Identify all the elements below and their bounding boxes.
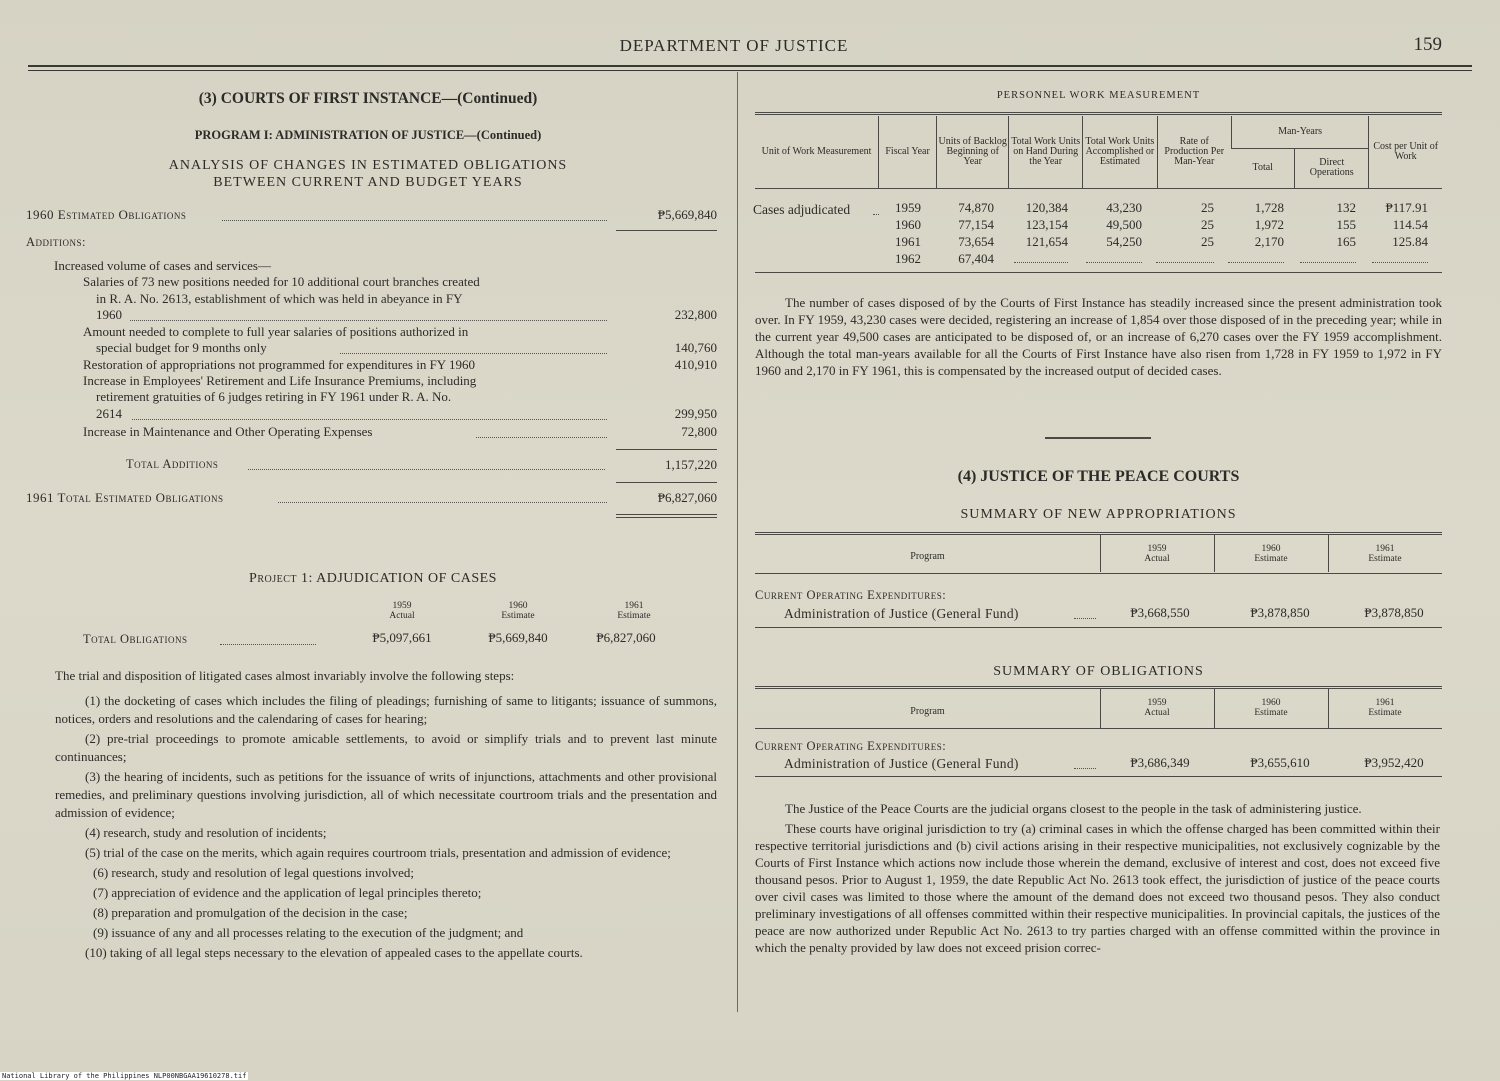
leader-dots	[340, 353, 607, 354]
step-1: (1) the docketing of cases which includes the filing of pleadings; furnishing of same to litigants; issuance of summons, notices, orders and resolutions and the calendaring of cases for hearing;	[55, 693, 717, 726]
item3-value: 410,910	[674, 357, 717, 372]
col-1961-kind: Estimate	[617, 611, 651, 621]
item2-line1: Amount needed to complete to full year salaries of positions authorized in	[83, 324, 469, 339]
th-cost: Cost per Unit of Work	[1369, 116, 1442, 188]
item4-value: 299,950	[674, 406, 717, 421]
table-top-rule	[755, 112, 1442, 113]
section-title: (3) COURTS OF FIRST INSTANCE—(Continued)	[198, 90, 538, 107]
table-header-rule	[755, 188, 1442, 189]
new-app-1959: ₱3,668,550	[1130, 605, 1190, 620]
step-5: (5) trial of the case on the merits, which again requires courtroom trials, presentation and admission of evidence;	[85, 845, 671, 860]
program-col-header: Program	[910, 551, 945, 562]
table-top-rule	[755, 534, 1442, 535]
h-1959-kind: Actual	[1144, 708, 1170, 718]
step-8: (8) preparation and promulgation of the decision in the case;	[93, 905, 408, 920]
running-header-title: DEPARTMENT OF JUSTICE	[619, 36, 849, 55]
total-additions-value: 1,157,220	[665, 457, 717, 472]
pwm-cell: 74,870	[958, 200, 994, 215]
h-1960-kind: Estimate	[1254, 554, 1288, 564]
table-top-rule	[755, 532, 1442, 533]
total-obl-label: Total Obligations	[83, 632, 188, 646]
project-title: Project 1: ADJUDICATION OF CASES	[249, 571, 497, 586]
summary-new-title: SUMMARY OF NEW APPROPRIATIONS	[960, 507, 1237, 522]
pwm-cell: 155	[1336, 217, 1356, 232]
item1-line1: Salaries of 73 new positions needed for 10 additional court branches created	[83, 274, 480, 289]
pwm-cell: 1962	[895, 251, 921, 266]
th-unit: Unit of Work Measurement	[761, 146, 872, 157]
step-7: (7) appreciation of evidence and the application of legal principles thereto;	[93, 885, 482, 900]
new-app-1961: ₱3,878,850	[1364, 605, 1424, 620]
new-app-1960: ₱3,878,850	[1250, 605, 1310, 620]
pwm-cell: 120,384	[1025, 200, 1068, 215]
th-rate: Rate of Production Per Man-Year	[1157, 116, 1231, 188]
step-3: (3) the hearing of incidents, such as petitions for the issuance of writs of injunctions, attachments and other provisional remedies, and preliminary questions involving jurisdiction, all of which necessitate courtroom trials and the presentation and admission of evidence;	[55, 769, 717, 820]
step-9: (9) issuance of any and all processes relating to the execution of the judgment; and	[93, 925, 524, 940]
pwm-cell: 2,170	[1254, 234, 1284, 249]
item5-value: 72,800	[681, 424, 717, 439]
obl-1960-value: ₱5,669,840	[657, 207, 717, 222]
pwm-cell: ₱117.91	[1385, 200, 1428, 215]
pwm-cell: 43,230	[1106, 200, 1142, 215]
pwm-cell: 67,404	[958, 251, 994, 266]
item2-line2: special budget for 9 months only	[96, 340, 267, 355]
leader-dots	[220, 644, 316, 645]
h-1959-year: 1959	[1147, 698, 1167, 708]
item2-value: 140,760	[674, 340, 717, 355]
leader-dots	[278, 502, 607, 503]
admin-justice-label: Administration of Justice (General Fund)	[784, 606, 1019, 621]
h-1960-year: 1960	[1261, 698, 1281, 708]
obl-1960: ₱3,655,610	[1250, 755, 1310, 770]
h-1961-year: 1961	[1375, 544, 1395, 554]
scan-footer: National Library of the Philippines NLP00NBGAA19610278.tif	[2, 1072, 247, 1080]
pwm-cell: 1,728	[1254, 200, 1284, 215]
obl-1960-label: 1960 Estimated Obligations	[26, 207, 187, 222]
table-bottom-rule	[755, 272, 1442, 273]
h-1960-kind: Estimate	[1254, 708, 1288, 718]
item4-line3: 2614	[96, 406, 122, 421]
pwm-cell: 1961	[895, 234, 921, 249]
leader-dots	[476, 437, 607, 438]
total-additions-label: Total Additions	[126, 457, 219, 471]
increased-volume-label: Increased volume of cases and services—	[54, 258, 271, 273]
empty-cell-dots	[1372, 262, 1428, 263]
pwm-title: PERSONNEL WORK MEASUREMENT	[996, 90, 1201, 101]
table-top-rule	[755, 114, 1442, 115]
table-header-rule	[755, 728, 1442, 729]
program-title: PROGRAM I: ADMINISTRATION OF JUSTICE—(Continued)	[194, 128, 542, 142]
header-rule-thin	[28, 70, 1472, 71]
total-obl-1961: ₱6,827,060	[596, 630, 656, 645]
steps-text	[55, 667, 717, 962]
sum-rule	[616, 517, 717, 518]
page-number: 159	[1413, 34, 1442, 55]
item1-line2: in R. A. No. 2613, establishment of which was held in abeyance in FY	[96, 291, 463, 306]
pwm-cell: 1960	[895, 217, 921, 232]
col-1960-kind: Estimate	[501, 611, 535, 621]
th-fiscal: Fiscal Year	[879, 116, 937, 188]
pwm-cell: 77,154	[958, 217, 994, 232]
pwm-cell: 1,972	[1254, 217, 1284, 232]
leader-dots	[130, 320, 607, 321]
th-man-years: Man-Years	[1231, 116, 1369, 148]
additions-label: Additions:	[26, 235, 86, 249]
leader-dots	[248, 469, 605, 470]
pwm-paragraph: The number of cases disposed of by the Courts of First Instance has steadily increased since the present administration took over. In FY 1959, 43,230 cases were decided, registering an increase of 1,854 over those disposed of in the preceding year; while in the current year 49,500 cases are anticipated to be disposed of, or an increase of 6,270 cases over the FY 1959 accomplishment. Although the total man-years available for all the Courts of First Instance have also risen from 1,728 in FY 1959 to 1,972 in FY 1960 and 2,170 in FY 1961, this is compensated by the increased output of decided cases.	[755, 295, 1442, 378]
pwm-cell: 121,654	[1025, 234, 1068, 249]
h-1961-kind: Estimate	[1368, 708, 1402, 718]
th-backlog: Units of Backlog Beginning of Year	[937, 116, 1009, 188]
item1-line3: 1960	[96, 307, 122, 322]
empty-cell-dots	[1228, 262, 1284, 263]
empty-cell-dots	[1086, 262, 1142, 263]
pwm-cell: 25	[1201, 234, 1214, 249]
sum-rule	[616, 514, 717, 515]
item4-line2: retirement gratuities of 6 judges retiring in FY 1961 under R. A. No.	[96, 389, 452, 404]
obl-1961: ₱3,952,420	[1364, 755, 1424, 770]
empty-cell-dots	[1014, 262, 1068, 263]
leader-dots	[222, 220, 607, 221]
h-1961-kind: Estimate	[1368, 554, 1402, 564]
item4-line1: Increase in Employees' Retirement and Life Insurance Premiums, including	[83, 373, 477, 388]
item5-line1: Increase in Maintenance and Other Operating Expenses	[83, 424, 373, 439]
analysis-title-line-2: BETWEEN CURRENT AND BUDGET YEARS	[213, 175, 523, 190]
pwm-cell: 54,250	[1106, 234, 1142, 249]
sum-rule	[616, 449, 717, 450]
pwm-cell: 73,654	[958, 234, 994, 249]
empty-cell-dots	[1300, 262, 1356, 263]
personnel-work-measurement-table	[755, 116, 1442, 188]
section-separator	[1045, 437, 1151, 439]
col-1961-year: 1961	[624, 601, 644, 611]
program-col-header: Program	[910, 706, 945, 717]
pwm-cell: 132	[1336, 200, 1356, 215]
obl-1961-label: 1961 Total Estimated Obligations	[26, 490, 224, 505]
pwm-cell: 165	[1336, 234, 1356, 249]
sum-rule	[616, 230, 717, 231]
step-6: (6) research, study and resolution of legal questions involved;	[93, 865, 414, 880]
empty-cell-dots	[1156, 262, 1214, 263]
jp-paragraph-2: These courts have original jurisdiction to try (a) criminal cases in which the offense charged has been committed within their respective territorial jurisdictions and (b) civil actions arising in their respective municipalities, not exclusively cognizable by the Courts of First Instance which actions now include those wherein the demand, exclusive of interest and cost, does not exceed five thousand pesos. Prior to August 1, 1959, the date Republic Act No. 2613 took effect, the jurisdiction of justice of the peace courts over civil cases was limited to those where the amount of the demand does not exceed two thousand pesos. They also conduct preliminary investigations of all offenses committed within their respective municipalities. In provincial capitals, the justices of the peace are now authorized under Republic Act No. 2613 to try parties charged with an offense committed within the province in which the penalty provided by law does not exceed prision correc-	[755, 821, 1440, 955]
th-total-work: Total Work Units on Hand During the Year	[1009, 116, 1083, 188]
jp-text	[755, 800, 1440, 956]
jp-section-title: (4) JUSTICE OF THE PEACE COURTS	[957, 468, 1240, 485]
summary-obl-title: SUMMARY OF OBLIGATIONS	[993, 664, 1204, 679]
total-obl-1959: ₱5,097,661	[372, 630, 432, 645]
leader-dots	[132, 419, 607, 420]
obl-1959: ₱3,686,349	[1130, 755, 1190, 770]
leader-dots	[1074, 618, 1096, 619]
step-10: (10) taking of all legal steps necessary to the elevation of appealed cases to the appellate courts.	[85, 945, 583, 960]
steps-intro: The trial and disposition of litigated cases almost invariably involve the following steps:	[55, 668, 515, 683]
th-accomplished: Total Work Units Accomplished or Estimated	[1083, 116, 1158, 188]
pwm-cell: 114.54	[1392, 217, 1428, 232]
coe-label: Current Operating Expenditures:	[755, 739, 947, 753]
h-1960-year: 1960	[1261, 544, 1281, 554]
col-1960-year: 1960	[508, 601, 528, 611]
item1-value: 232,800	[674, 307, 717, 322]
coe-label: Current Operating Expenditures:	[755, 588, 947, 602]
pwm-cell: 125.84	[1392, 234, 1428, 249]
header-rule-thick	[28, 65, 1472, 67]
th-direct: Direct Operations	[1295, 148, 1369, 188]
sum-rule	[616, 482, 717, 483]
item3-line1: Restoration of appropriations not programmed for expenditures in FY 1960	[83, 357, 475, 372]
step-2: (2) pre-trial proceedings to promote amicable settlements, to avoid or simplify trials and to prevent last minute continuances;	[55, 731, 717, 764]
pwm-cell: 25	[1201, 217, 1214, 232]
pwm-row-label: Cases adjudicated	[753, 202, 851, 217]
h-1959-kind: Actual	[1144, 554, 1170, 564]
step-4: (4) research, study and resolution of incidents;	[85, 825, 327, 840]
h-1959-year: 1959	[1147, 544, 1167, 554]
pwm-cell: 49,500	[1106, 217, 1142, 232]
pwm-cell: 1959	[895, 200, 921, 215]
table-bottom-rule	[755, 776, 1442, 777]
admin-justice-label: Administration of Justice (General Fund)	[784, 756, 1019, 771]
obl-1961-value: ₱6,827,060	[657, 490, 717, 505]
total-obl-1960: ₱5,669,840	[488, 630, 548, 645]
leader-dots	[873, 214, 879, 215]
jp-paragraph-1: The Justice of the Peace Courts are the judicial organs closest to the people in the task of administering justice.	[785, 801, 1362, 816]
table-top-rule	[755, 686, 1442, 687]
pwm-cell: 25	[1201, 200, 1214, 215]
column-divider	[737, 72, 738, 1012]
col-1959-kind: Actual	[389, 611, 415, 621]
leader-dots	[1074, 768, 1096, 769]
table-header-rule	[755, 573, 1442, 574]
th-total: Total	[1252, 162, 1273, 174]
analysis-title-line-1: ANALYSIS OF CHANGES IN ESTIMATED OBLIGATIONS	[168, 158, 568, 173]
pwm-cell: 123,154	[1025, 217, 1068, 232]
table-top-rule	[755, 688, 1442, 689]
h-1961-year: 1961	[1375, 698, 1395, 708]
table-bottom-rule	[755, 627, 1442, 628]
col-1959-year: 1959	[392, 601, 412, 611]
